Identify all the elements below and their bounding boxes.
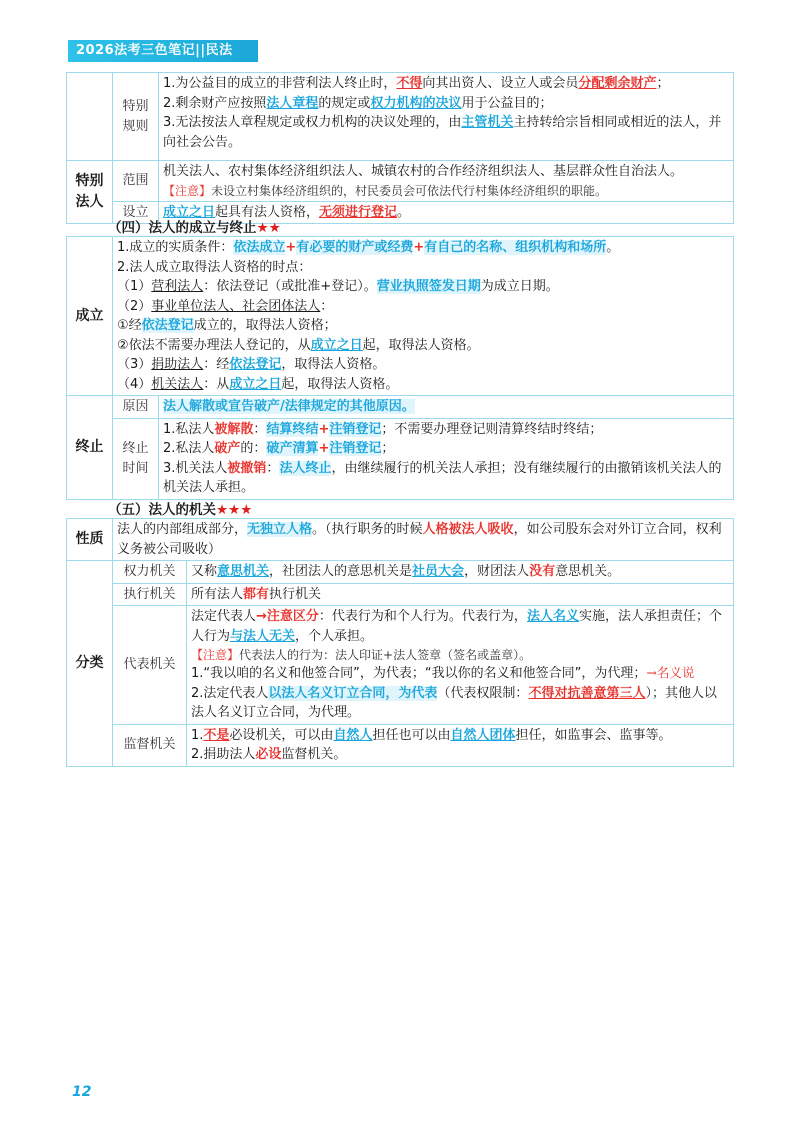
power-organ-content: 又称意思机关，社团法人的意思机关是社员大会，财团法人没有意思机关。 (187, 561, 734, 584)
section-title-organs: （五）法人的机关★★★ (108, 502, 253, 518)
representative-organ-content: 法定代表人→注意区分：代表行为和个人行为。代表行为，法人名义实施，法人承担责任；个人行为与法人无关，个人承担。 【注意】代表法人的行为：法人印证+法人签章（签名或盖章）。 1.“我以咱的名义和他签合同”，为代表；“我以你的名义和他签合同”，为代理；→名义说 2.法定代表人以法人名义订立合同，为代表（代表权限制：不得对抗善意第三人）；其他人以法人名义订立合同，为代理。 (187, 606, 734, 725)
establish-content: 1.成立的实质条件：依法成立+有必要的财产或经费+有自己的名称、组织机构和场所。 2.法人成立取得法人资格的时点： （1）营利法人：依法登记（或批准+登记）。营业执照签发日期为成立日期。 （2）事业单位法人、社会团体法人： ①经依法登记成立的，取得法人资格； ②依法不需要办理法人登记的，从成立之日起，取得法人资格。 （3）捐助法人：经依法登记，取得法人资格。 （4）机关法人：从成立之日起，取得法人资格。 (113, 237, 734, 396)
row-header-power-organ: 权力机关 (113, 561, 187, 584)
setup-content: 成立之日起具有法人资格，无须进行登记。 (159, 201, 734, 224)
row-header-nature: 性质 (67, 519, 113, 561)
row-header-supervisory-organ: 监督机关 (113, 724, 187, 766)
nature-content: 法人的内部组成部分，无独立人格。（执行职务的时候人格被法人吸收，如公司股东会对外订立合同，权利义务被公司吸收） (113, 519, 734, 561)
table-legal-person-organs (66, 518, 734, 767)
table-establish-terminate (66, 236, 734, 500)
table-row (67, 396, 734, 419)
row-header-termination-time: 终止时间 (113, 418, 159, 499)
row-header-classification: 分类 (67, 561, 113, 767)
cause-content: 法人解散或宣告破产/法律规定的其他原因。 (159, 396, 734, 419)
section-title-establish-terminate: （四）法人的成立与终止★★ (108, 220, 281, 236)
row-header-representative-organ: 代表机关 (113, 606, 187, 725)
row-header-executive-organ: 执行机关 (113, 583, 187, 606)
termination-time-content: 1.私法人被解散：结算终结+注销登记；不需要办理登记则清算终结时终结； 2.私法人破产的：破产清算+注销登记； 3.机关法人被撤销：法人终止，由继续履行的机关法人承担；没有继续履行的由撤销该机关法人的机关法人承担。 (159, 418, 734, 499)
table-special-rules (66, 72, 734, 224)
row-header-establish: 成立 (67, 237, 113, 396)
table-row (67, 418, 734, 499)
supervisory-organ-content: 1.不是必设机关，可以由自然人担任也可以由自然人团体担任，如监事会、监事等。 2.捐助法人必设监督机关。 (187, 724, 734, 766)
scope-content: 机关法人、农村集体经济组织法人、城镇农村的合作经济组织法人、基层群众性自治法人。 【注意】未设立村集体经济组织的，村民委员会可依法代行村集体经济组织的职能。 (159, 161, 734, 202)
row-header-terminate: 终止 (67, 396, 113, 500)
table-row (67, 561, 734, 584)
table-row (67, 606, 734, 725)
special-rules-content: 1.为公益目的成立的非营利法人终止时，不得向其出资人、设立人或会员分配剩余财产； 2.剩余财产应按照法人章程的规定或权力机构的决议用于公益目的； 3.无法按法人章程规定或权力机构的决议处理的，由主管机关主持转给宗旨相同或相近的法人，并向社会公告。 (159, 73, 734, 161)
row-header-setup: 设立 (113, 201, 159, 224)
executive-organ-content: 所有法人都有执行机关 (187, 583, 734, 606)
table-row (67, 161, 734, 202)
page-number: 12 (72, 1084, 92, 1100)
table-row (67, 519, 734, 561)
table-row (67, 724, 734, 766)
table-row (67, 237, 734, 396)
row-header-empty (67, 73, 113, 161)
table-row (67, 73, 734, 161)
row-header-scope: 范围 (113, 161, 159, 202)
page-header-title: 2026法考三色笔记||民法 (68, 40, 258, 62)
table-row (67, 583, 734, 606)
row-header-special-legal: 特别法人 (67, 161, 113, 224)
row-header-special-rules: 特别规则 (113, 73, 159, 161)
row-header-cause: 原因 (113, 396, 159, 419)
